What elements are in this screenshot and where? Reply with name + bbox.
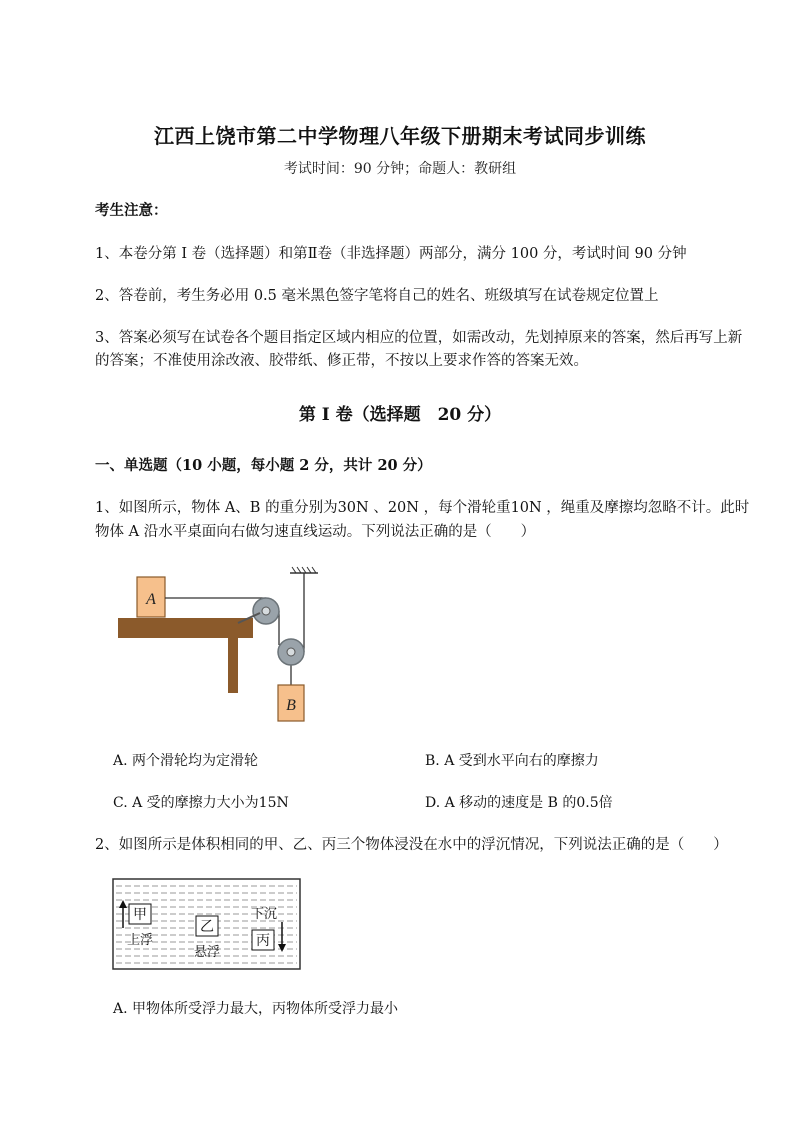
page-subtitle: 考试时间：90 分钟；命题人：教研组: [283, 161, 517, 177]
notes-heading: 考生注意：: [95, 202, 168, 219]
question-1-option-b[interactable]: B. A 受到水平向右的摩擦力: [425, 753, 599, 769]
question-2-text: 2、如图所示是体积相同的甲、乙、丙三个物体浸没在水中的浮沉情况，下列说法正确的是（ ）: [95, 837, 728, 853]
svg-text:悬浮: 悬浮: [193, 945, 221, 960]
question-1-text: 1、如图所示，物体 A、B 的重分别为30N 、20N ，每个滑轮重10N ，绳重及摩擦均忽略不计。此时物体 A 沿水平桌面向右做匀速直线运动。下列说法正确的是（ ）: [95, 500, 750, 540]
svg-text:上浮: 上浮: [126, 933, 154, 948]
question-1-option-c[interactable]: C. A 受的摩擦力大小为15N: [113, 795, 289, 811]
part-heading: 一、单选题（10 小题，每小题 2 分，共计 20 分）: [95, 457, 432, 474]
question-1-option-a[interactable]: A. 两个滑轮均为定滑轮: [113, 753, 259, 769]
table-top: [118, 618, 253, 638]
page-title: 江西上饶市第二中学物理八年级下册期末考试同步训练: [154, 124, 646, 148]
note-item-3: 3、答案必须写在试卷各个题目指定区域内相应的位置，如需改动，先划掉原来的答案，然后再写上新的答案；不准使用涂改液、胶带纸、修正带，不按以上要求作答的答案无效。: [95, 330, 743, 369]
note-item-2: 2、答卷前，考生务必用 0.5 毫米黑色签字笔将自己的姓名、班级填写在试卷规定位置上: [95, 288, 659, 304]
svg-text:下沉: 下沉: [250, 907, 278, 922]
svg-text:丙: 丙: [256, 933, 270, 949]
block-b-label: B: [286, 697, 296, 714]
svg-text:乙: 乙: [200, 919, 214, 935]
svg-text:甲: 甲: [133, 907, 147, 923]
question-1-option-d[interactable]: D. A 移动的速度是 B 的0.5倍: [425, 795, 613, 811]
question-2-figure: [112, 878, 302, 973]
note-item-1: 1、本卷分第 I 卷（选择题）和第Ⅱ卷（非选择题）两部分，满分 100 分，考试时间 90 分钟: [95, 246, 687, 262]
question-1-figure: [110, 565, 330, 730]
block-a-label: A: [146, 591, 156, 608]
section-title: 第 I 卷（选择题 20 分）: [298, 405, 502, 425]
table-leg: [228, 638, 238, 693]
question-2-option-a[interactable]: A. 甲物体所受浮力最大，丙物体所受浮力最小: [113, 1001, 399, 1017]
